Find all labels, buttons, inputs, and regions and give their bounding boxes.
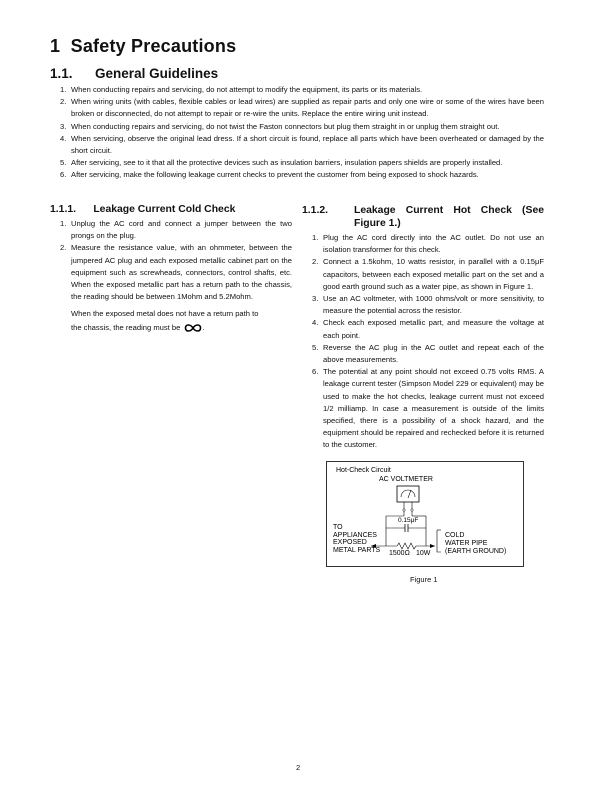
- list-item: 5. After servicing, see to it that all the protective devices such as insulation barriers, insulation papers shields are properly installed.: [60, 158, 503, 168]
- list-item: 1. Unplug the AC cord and connect a jumper between the two prongs on the plug.: [60, 219, 292, 241]
- general-list: [60, 84, 544, 182]
- general-heading: [50, 66, 218, 81]
- infinity-icon: [184, 323, 202, 333]
- left-label-3: EXPOSED: [333, 539, 367, 546]
- arrow-right-icon: [430, 544, 435, 548]
- general-title: General Guidelines: [95, 66, 219, 81]
- cold-extra-line-1: When the exposed metal does not have a return path to: [71, 309, 259, 318]
- page-number: 2: [296, 763, 301, 772]
- hot-title: Leakage Current Hot Check (See Figure 1.): [354, 205, 544, 229]
- list-item: 3. Use an AC voltmeter, with 1000 ohms/volt or more sensitivity, to measure the potential across the resistor.: [312, 294, 544, 316]
- list-item: 6. After servicing, make the following leakage current checks to prevent the customer from being exposed to shock hazards.: [60, 170, 479, 180]
- hot-check-list: [312, 232, 544, 452]
- capacitor-label: 0.15μF: [398, 517, 419, 524]
- resistor-wattage: 10W: [416, 550, 431, 557]
- left-label-1: TO: [333, 524, 343, 531]
- list-item: 2. When wiring units (with cables, flexible cables or lead wires) are supplied as repair parts and only one wire or some of the wires have been broken or disconnected, do not attempt to repair or re-wire the units. Replace the entire wiring unit instead.: [60, 97, 544, 119]
- page-title: [50, 36, 236, 57]
- cold-extra-text: the chassis, the reading must be: [71, 323, 181, 332]
- meter-label: AC VOLTMETER: [379, 476, 433, 483]
- cold-number: 1.1.1.: [50, 204, 76, 215]
- resistor-icon: [397, 543, 416, 549]
- cold-check-list: [60, 218, 292, 303]
- hot-check-circuit-figure: [326, 461, 524, 567]
- hot-check-heading: [302, 204, 544, 230]
- cold-check-heading: [50, 204, 235, 215]
- list-item: 1. Plug the AC cord directly into the AC outlet. Do not use an isolation transformer for this check.: [312, 233, 544, 255]
- section-number: 1: [50, 36, 61, 56]
- circuit-title: Hot-Check Circuit: [336, 467, 391, 474]
- cold-extra-line-2: the chassis, the reading must be .: [71, 323, 205, 332]
- circuit-diagram: [327, 462, 523, 566]
- cold-title: Leakage Current Cold Check: [93, 204, 236, 215]
- hot-number: 1.1.2.: [302, 205, 328, 216]
- list-item: 4. When servicing, observe the original lead dress. If a short circuit is found, replace all parts which have been overheated or damaged by the short circuit.: [60, 133, 544, 156]
- ground-bracket-icon: [437, 530, 441, 552]
- voltmeter-icon: [397, 486, 419, 502]
- list-item: 1. When conducting repairs and servicing, do not attempt to modify the equipment, its parts or its materials.: [60, 85, 423, 94]
- list-item: 2. Connect a 1.5kohm, 10 watts resistor, in parallel with a 0.15μF capacitors, between each exposed metallic part on the set and a good earth ground such as a water pipe, as shown in Figure 1.: [312, 257, 544, 291]
- list-item: 3. When conducting repairs and servicing, do not twist the Faston connectors but plug them straight in or unplug them straight out.: [60, 121, 500, 131]
- right-label-2: WATER PIPE: [445, 540, 488, 547]
- list-item: 5. Reverse the AC plug in the AC outlet and repeat each of the above measurements.: [312, 342, 544, 365]
- figure-caption: Figure 1: [410, 575, 438, 584]
- right-label-3: (EARTH GROUND): [445, 548, 507, 555]
- general-number: 1.1.: [50, 66, 73, 81]
- list-item: 2. Measure the resistance value, with an ohmmeter, between the jumpered AC plug and each exposed metallic cabinet part on the equipment such as screwheads, connectors, control shafts, etc. When the exposed metallic part has a return path to the chassis, the reading should be between 1Mohm and 5.2Mohm.: [60, 243, 292, 302]
- right-label-1: COLD: [445, 532, 465, 539]
- section-title: Safety Precautions: [70, 36, 237, 56]
- list-item: 4. Check each exposed metallic part, and measure the voltage at each point.: [312, 318, 544, 340]
- left-label-2: APPLIANCES: [333, 532, 377, 539]
- list-item: 6. The potential at any point should not exceed 0.75 volts RMS. A leakage current tester (Simpson Model 229 or equivalent) may be used to make the hot checks, leakage current must not exceed 1/2 milliamp. In case a measurement is outside of the limits specified, there is a possibility of a shock hazard, and the equipment should be repaired and rechecked before it is returned to the customer.: [312, 367, 544, 450]
- resistor-value: 1500Ω: [389, 550, 410, 557]
- left-label-4: METAL PARTS: [333, 547, 381, 554]
